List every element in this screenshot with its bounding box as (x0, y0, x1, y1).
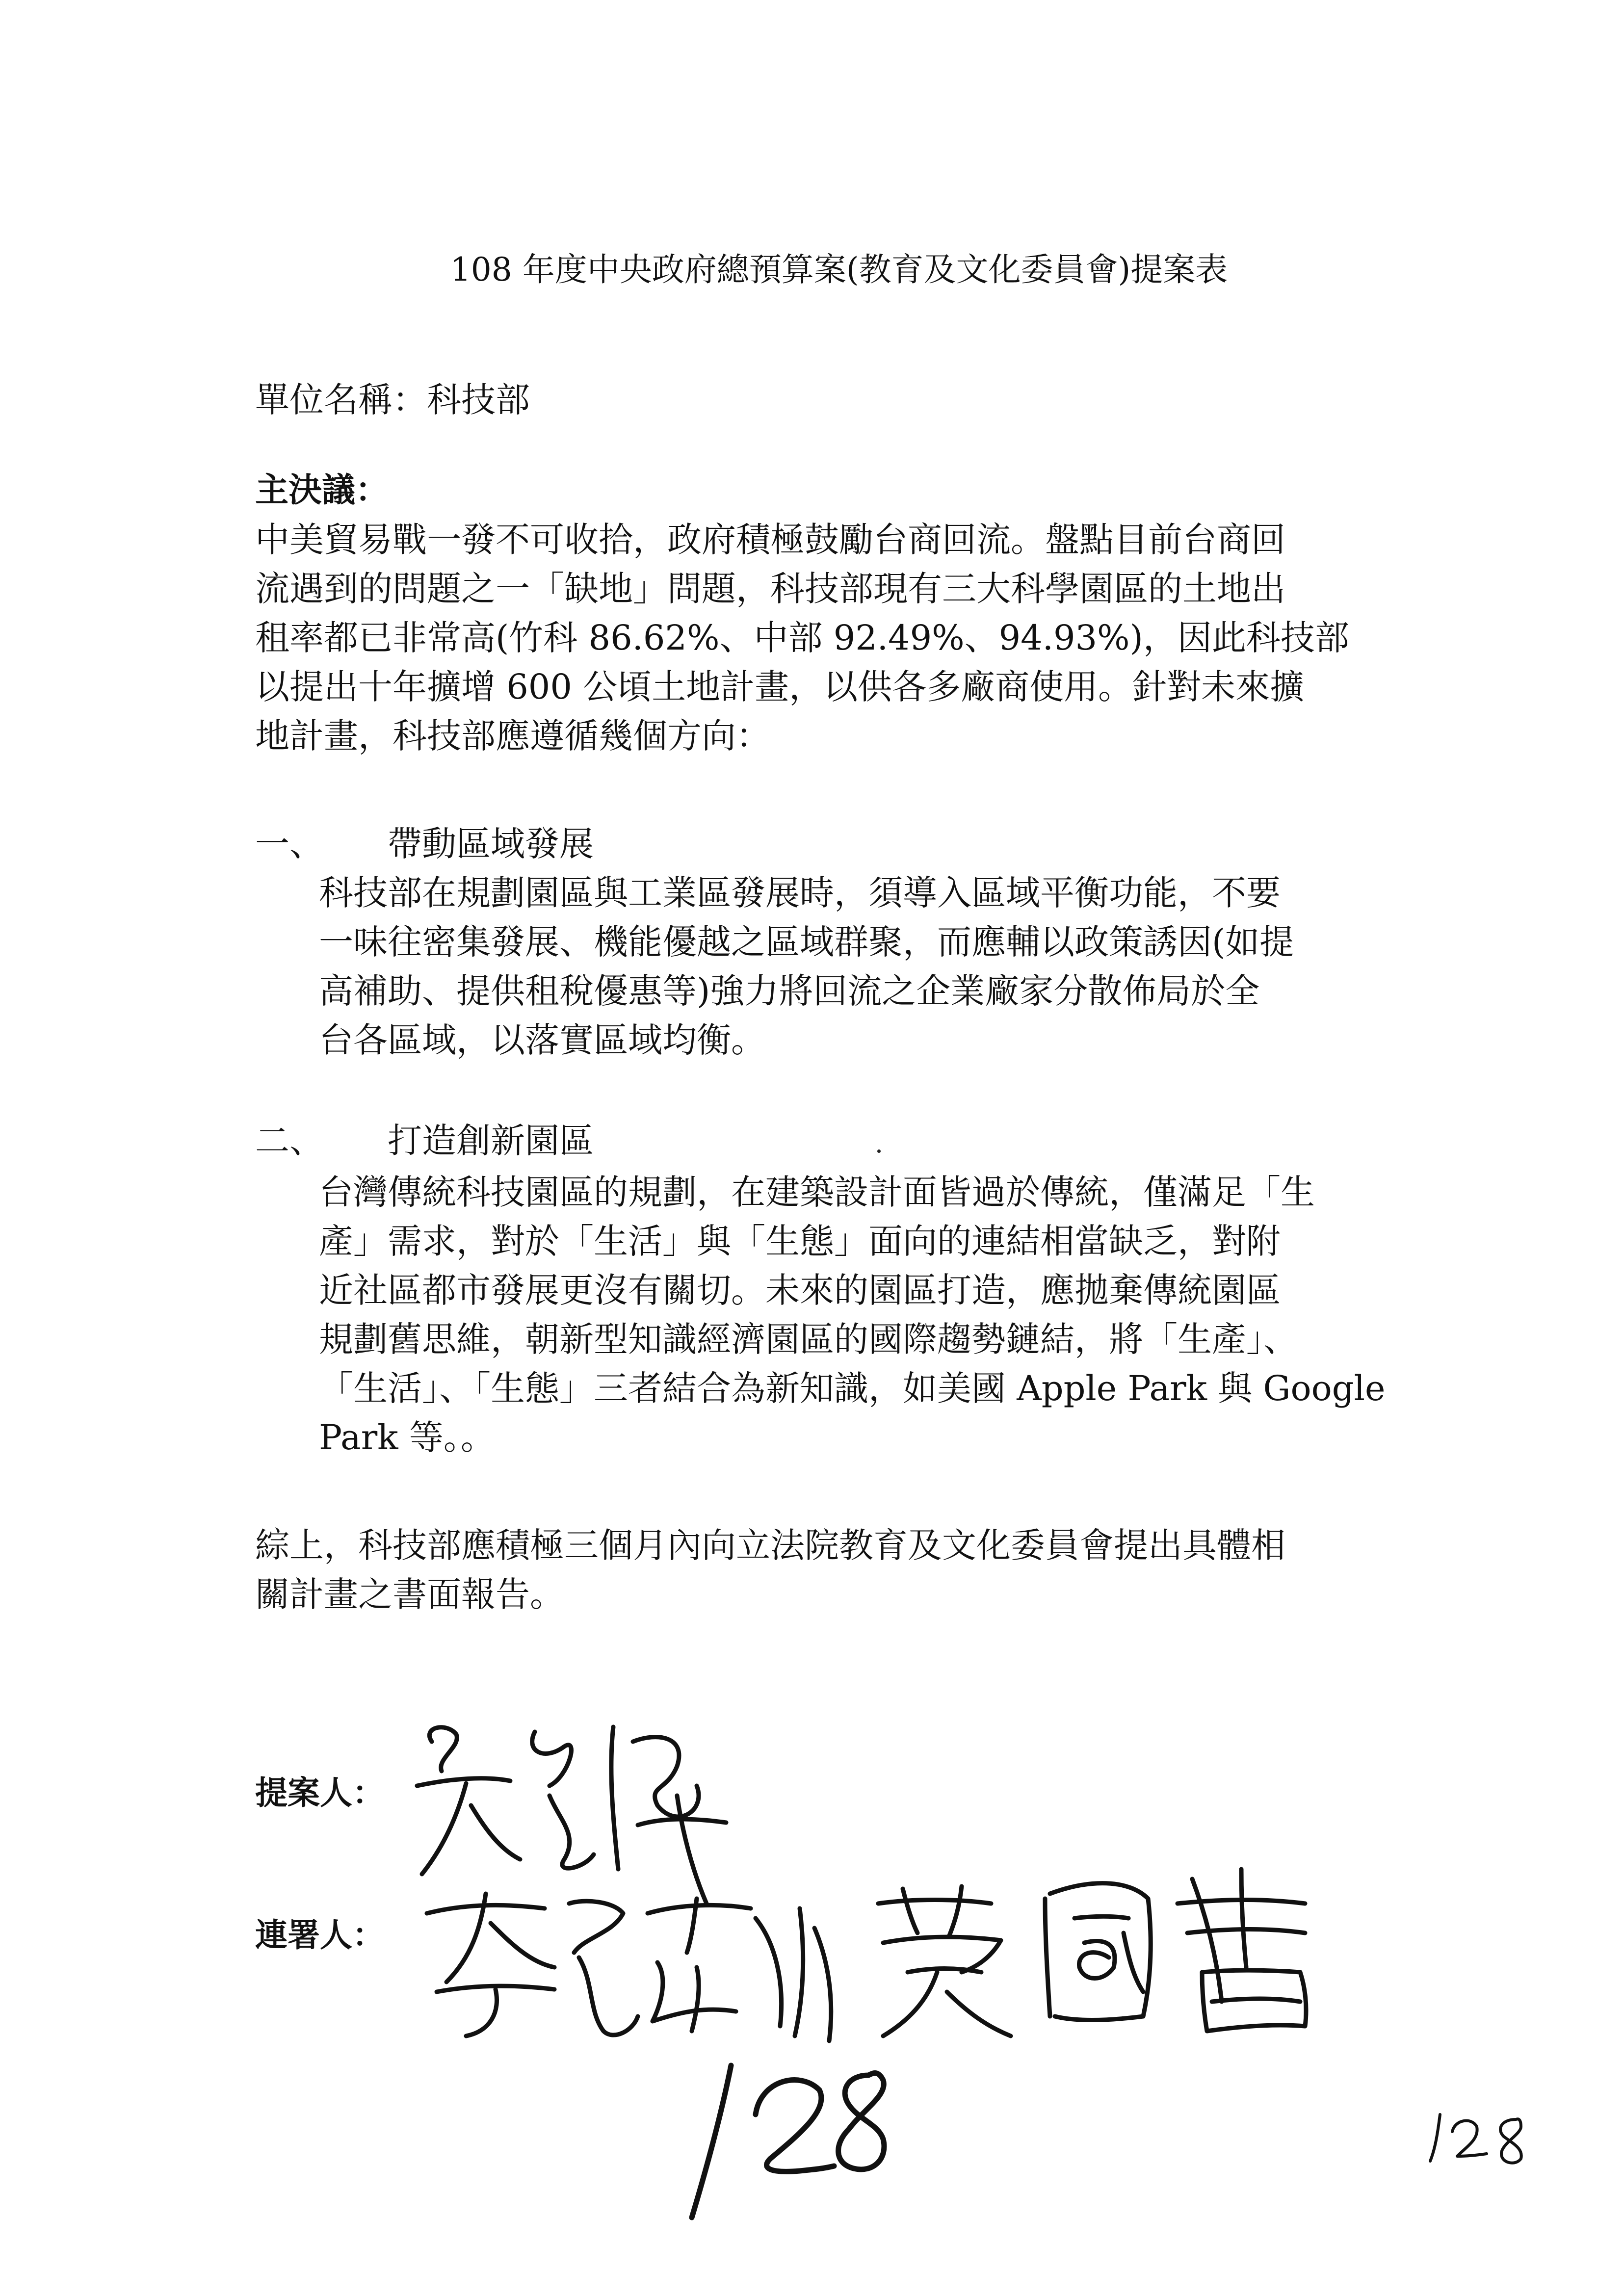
paragraph-line: 以提出十年擴增 600 公頃土地計畫，以供各多廠商使用。針對未來擴 (255, 667, 1305, 707)
section-2-body (319, 1168, 1385, 1462)
paragraph-line: 「生活」、「生態」三者結合為新知識，如美國 Apple Park 與 Google (319, 1368, 1386, 1409)
handwritten-page-number (672, 2046, 903, 2232)
section-1-number: 一、 (255, 824, 324, 864)
section-1-body (319, 868, 1294, 1065)
paragraph-line: 產」需求，對於「生活」與「生態」面向的連結相當缺乏，對附 (319, 1221, 1281, 1261)
section-2-title: 打造創新園區 (388, 1121, 594, 1161)
cosigner-label: 連署人： (255, 1916, 385, 1954)
section-1-title: 帶動區域發展 (388, 824, 594, 864)
scan-speck (877, 1149, 881, 1153)
paragraph-line: 關計畫之書面報告。 (255, 1574, 564, 1615)
handwritten-page-number-corner (1423, 2105, 1536, 2168)
paragraph-line: 中美貿易戰一發不可收拾，政府積極鼓勵台商回流。盤點目前台商回 (255, 520, 1285, 560)
paragraph-line: 高補助、提供租稅優惠等)強力將回流之企業廠家分散佈局於全 (319, 971, 1260, 1011)
paragraph-line: 台灣傳統科技園區的規劃，在建築設計面皆過於傳統，僅滿足「生 (319, 1172, 1315, 1212)
document-title: 108 年度中央政府總預算案(教育及文化委員會)提案表 (450, 251, 1228, 288)
conclusion-paragraph (255, 1521, 1285, 1619)
proposer-label: 提案人： (255, 1774, 385, 1812)
paragraph-line: 近社區都市發展更沒有關切。未來的園區打造，應拋棄傳統園區 (319, 1270, 1281, 1310)
paragraph-line: 地計畫，科技部應遵循幾個方向： (255, 716, 770, 756)
paragraph-line: 綜上，科技部應積極三個月內向立法院教育及文化委員會提出具體相 (255, 1525, 1285, 1565)
cosigner-signature (407, 1884, 643, 2046)
unit-name-line: 單位名稱：科技部 (255, 380, 530, 420)
main-resolution-paragraph (255, 515, 1349, 760)
paragraph-line: 台各區域，以落實區域均衡。 (319, 1020, 765, 1060)
paragraph-line: 流遇到的問題之一「缺地」問題，科技部現有三大科學園區的土地出 (255, 569, 1285, 609)
paragraph-line: 規劃舊思維，朝新型知識經濟園區的國際趨勢鏈結，將「生產」、 (319, 1319, 1298, 1359)
paragraph-line: Park 等。。 (319, 1417, 495, 1458)
main-resolution-heading: 主決議： (255, 471, 389, 510)
cosigner-signature (1030, 1859, 1374, 2046)
paragraph-line: 科技部在規劃園區與工業區發展時，須導入區域平衡功能，不要 (319, 873, 1281, 913)
cosigner-signature (638, 1889, 854, 2051)
paragraph-line: 租率都已非常高(竹科 86.62%、中部 92.49%、94.93%)，因此科技部 (255, 618, 1349, 658)
section-2-number: 二、 (255, 1121, 324, 1161)
paragraph-line: 一味往密集發展、機能優越之區域群聚，而應輔以政策誘因(如提 (319, 922, 1294, 962)
cosigner-signature (864, 1879, 1025, 2046)
